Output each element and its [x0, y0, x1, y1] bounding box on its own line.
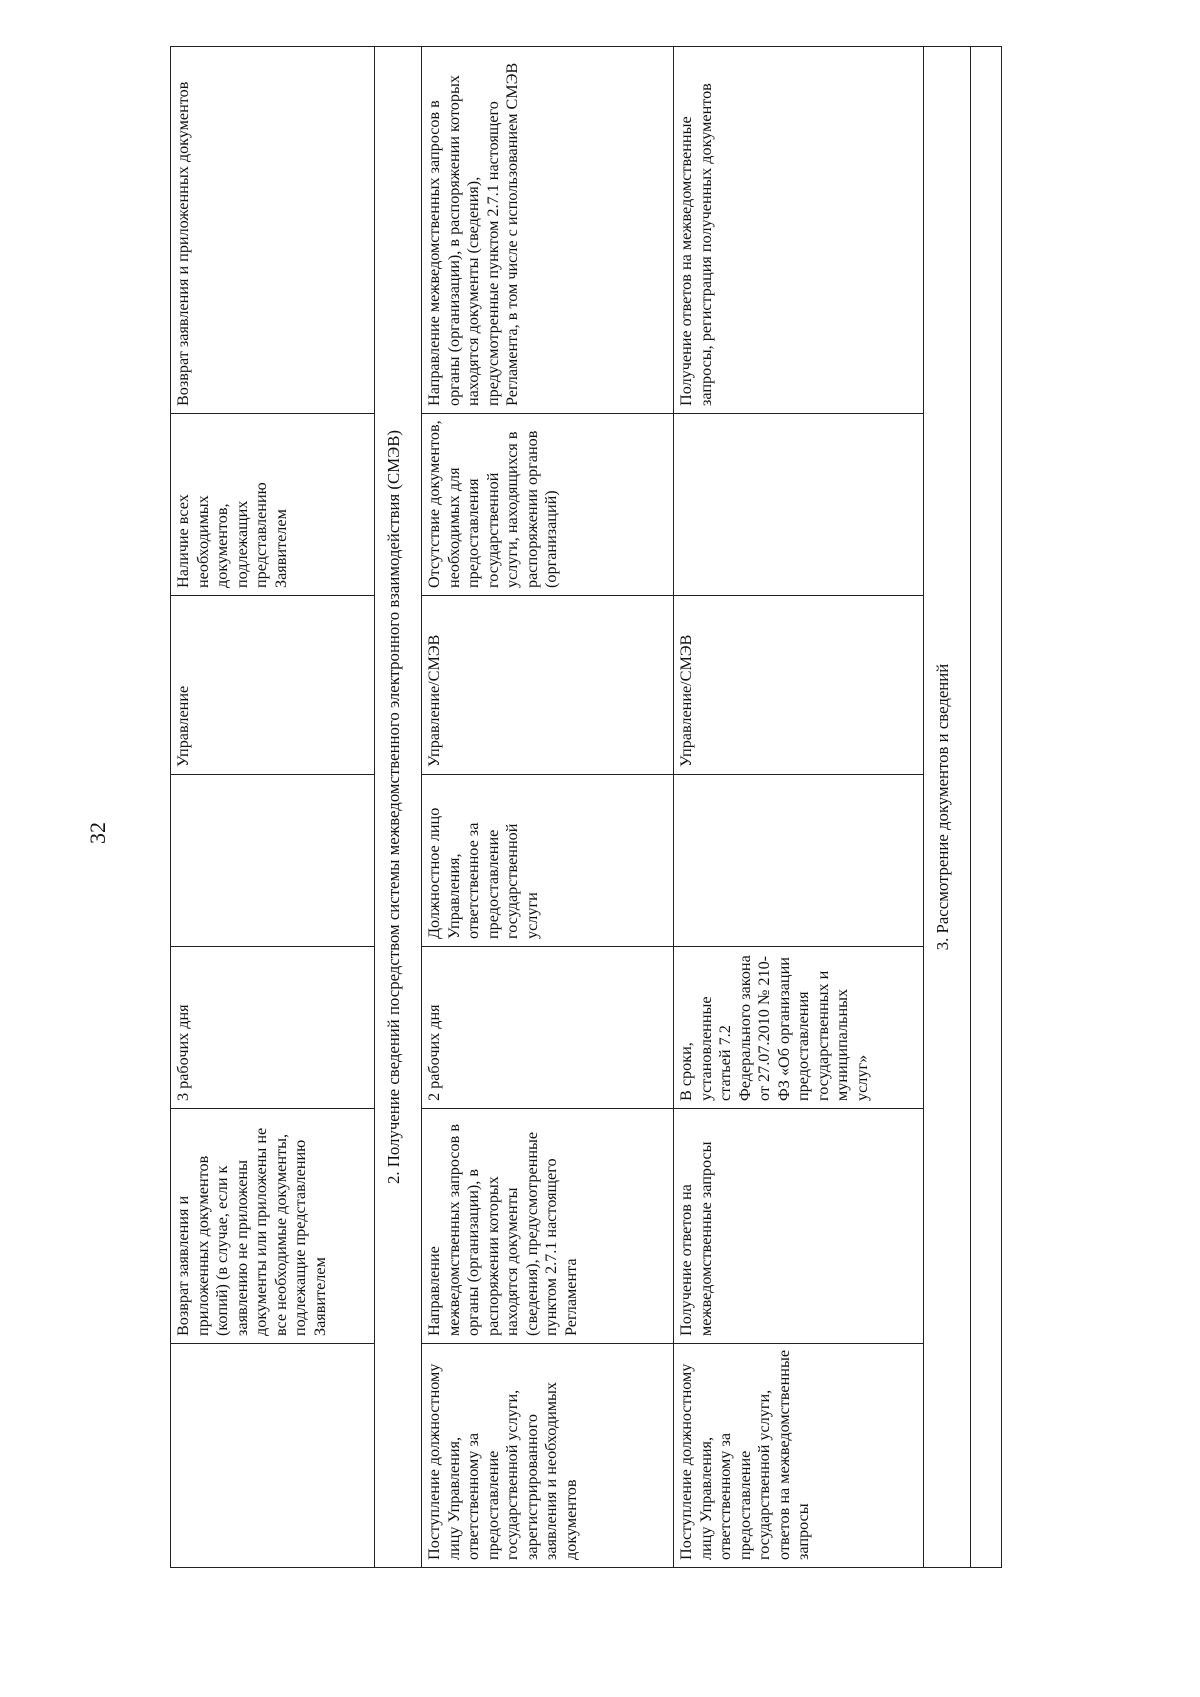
row2-col6-cell: Отсутствие документов, необходимых для предоставления государственной услуги, находящихся в распоряжении органов (организаций): [421, 413, 674, 596]
row2-col4-cell: Должностное лицо Управления, ответственное за предоставление государственной услуги: [421, 774, 674, 947]
section-2-header: 2. Получение сведений посредством системы межведомственного электронного взаимодействия (СМЭВ): [374, 46, 422, 1568]
row2-col7-cell: Направление межведомственных запросов в органы (организации), в распоряжении которых находятся документы (сведения), предусмотренные пунктом 2.7.1 настоящего Регламента, в том числе с использованием СМЭВ: [421, 46, 674, 414]
row2-col3-cell: 2 рабочих дня: [421, 946, 674, 1109]
row1-col2-cell: Возврат заявления и приложенных документов (копий) (в случае, если к заявлению не приложены документы или приложены не все необходимые документы, подлежащие представлению Заявителем: [170, 1108, 375, 1344]
row3-col4-cell: [673, 774, 924, 947]
blank-row: [970, 46, 1002, 1568]
row2-col5-cell: Управление/СМЭВ: [421, 595, 674, 775]
row3-col2-cell: Получение ответов на межведомственные запросы: [673, 1108, 924, 1344]
row1-col1-cell: [170, 1343, 375, 1568]
row3-col7-cell: Получение ответов на межведомственные запросы, регистрация полученных документов: [673, 46, 924, 414]
row3-col1-cell: Поступление должностному лицу Управления, ответственному за предоставление государственной услуги, ответов на межведомственные запросы: [673, 1343, 924, 1568]
row2-col2-cell: Направление межведомственных запросов в органы (организации), в распоряжении которых находятся документы (сведения), предусмотренные пунктом 2.7.1 настоящего Регламента: [421, 1108, 674, 1344]
row3-col5-cell: Управление/СМЭВ: [673, 595, 924, 775]
page-number: 32: [85, 822, 110, 844]
row1-col7-cell: Возврат заявления и приложенных документов: [170, 46, 375, 414]
process-table: [170, 46, 1040, 1568]
row3-col3-cell: В сроки, установленные статьей 7.2 Федерального закона от 27.07.2010 № 210-ФЗ «Об организации предоставления государственных и муниципальных услуг»: [673, 946, 924, 1109]
rotated-table-container: [170, 46, 1040, 1568]
row1-col5-cell: Управление: [170, 595, 375, 775]
row1-col4-cell: [170, 774, 375, 947]
row3-col6-cell: [673, 413, 924, 596]
row1-col3-cell: 3 рабочих дня: [170, 946, 375, 1109]
row2-col1-cell: Поступление должностному лицу Управления, ответственному за предоставление государственной услуги, зарегистрированного заявления и необходимых документов: [421, 1343, 674, 1568]
section-3-header: 3. Рассмотрение документов и сведений: [923, 46, 971, 1568]
row1-col6-cell: Наличие всех необходимых документов, подлежащих представлению Заявителем: [170, 413, 375, 596]
